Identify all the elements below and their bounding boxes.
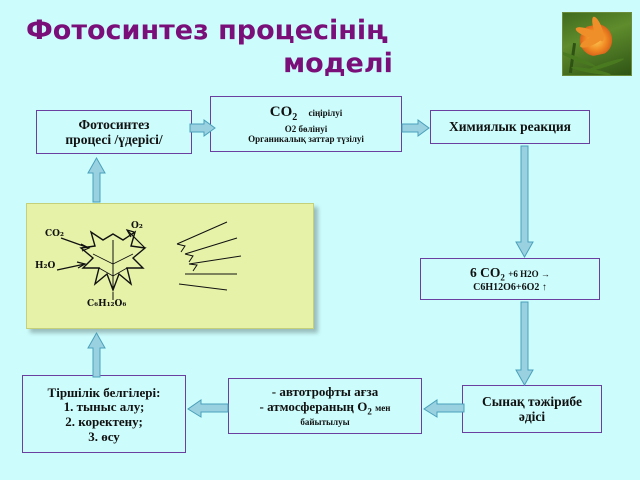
co2-text: CO [269,104,293,121]
co2-tail: сіңірілуі [308,108,343,119]
autotroph-line-2 [260,400,391,417]
arrow-co2-to-chemical [402,120,430,138]
life-signs-title: Тіршілік белгілері: [47,384,161,400]
equation-line-2: C6H12O6+6O2 ↑ [473,282,547,294]
label-co2: CO₂ [45,229,64,239]
lily-photo [562,12,632,76]
autotroph-part-b: мен [375,402,391,413]
page-title [18,14,538,80]
co2-subscript: 2 [292,112,298,124]
box-photosynthesis-line-2: процесі /үдерісі/ [65,132,163,147]
box-chemical-reaction[interactable] [430,110,590,144]
leaf-diagram [26,203,314,329]
life-signs-item-1: 1. тыныс алу; [63,399,145,415]
equation-line-1 [470,265,550,283]
box-method-line-1: Сынақ тәжірибе [482,393,582,409]
equation-part-a: 6 CO [470,264,501,280]
box-experiment-method[interactable] [462,385,602,433]
arrow-autotroph-to-life [188,400,228,418]
box-chemical-reaction-label: Химиялык реакция [449,119,571,135]
label-o2: O₂ [131,221,143,231]
box-method-line-2: әдісі [518,409,546,424]
box-co2-line-2: O2 бөлінуі [284,123,328,134]
autotroph-line-3: байытылуы [300,416,350,427]
box-photosynthesis[interactable] [36,110,192,154]
title-line-1: Фотосинтез процесінің [26,15,388,46]
title-line-2: моделі [283,48,393,79]
gas-exchange-arrows [57,230,145,270]
equation-subscript: 2 [500,272,505,283]
life-signs-item-3: 3. өсу [88,428,120,444]
box-photosynthesis-line-1: Фотосинтез [78,116,150,132]
box-co2-process[interactable] [210,96,402,152]
arrow-leaf-to-photosynthesis [88,158,106,202]
arrow-photosynthesis-to-co2 [190,120,216,138]
box-co2-line-1 [270,104,343,123]
box-life-signs[interactable] [22,375,186,453]
autotroph-part-a: - атмосфераның O [259,398,368,414]
autotroph-subscript: 2 [367,406,372,417]
equation-part-b: +6 H2O → [508,268,550,279]
sunlight-rays [177,222,241,290]
label-glucose: C₆H₁₂O₆ [87,299,127,309]
label-h2o: H₂O [35,261,56,271]
box-co2-line-3: Органикалық заттар түзілуі [248,133,364,144]
arrow-chemical-to-equation [516,146,534,258]
arrow-method-to-autotroph [424,400,464,418]
life-signs-item-2: 2. коректену; [65,414,143,429]
box-equation[interactable] [420,258,600,300]
arrow-life-to-leaf [88,333,106,377]
arrow-equation-to-method [516,302,534,386]
box-autotroph[interactable] [228,378,422,434]
autotroph-line-1: - автотрофты ағза [271,384,379,400]
